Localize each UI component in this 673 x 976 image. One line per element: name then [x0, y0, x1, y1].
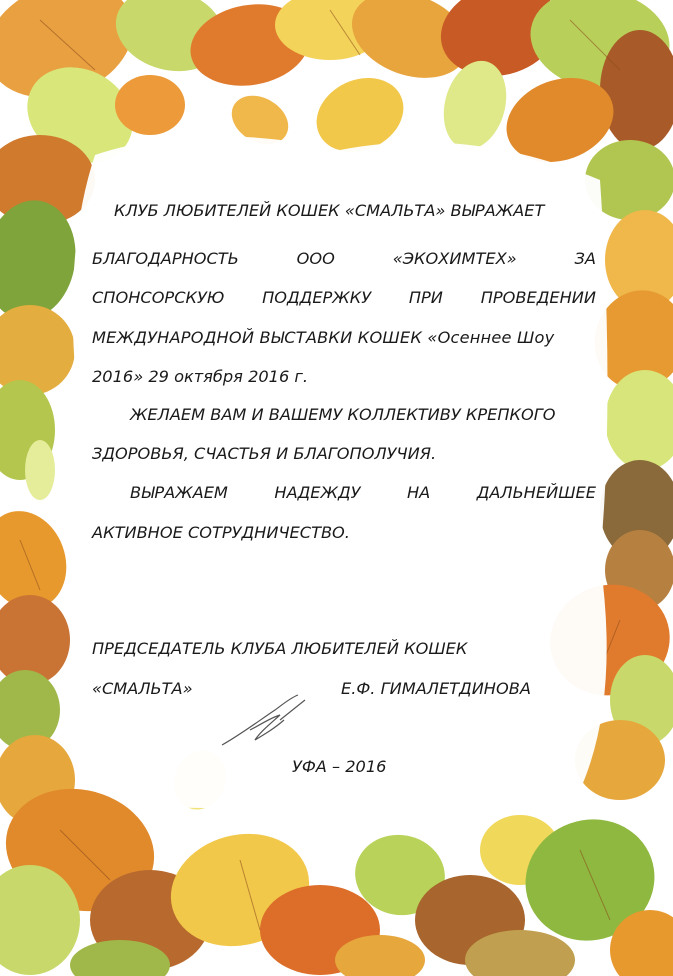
paragraph-2-line-2: ЗДОРОВЬЯ, СЧАСТЬЯ И БЛАГОПОЛУЧИЯ.: [92, 444, 437, 463]
paragraph-1-line-4: МЕЖДУНАРОДНОЙ ВЫСТАВКИ КОШЕК «Осеннее Шоу: [92, 328, 555, 347]
word: СПОНСОРСКУЮ: [92, 288, 225, 307]
paragraph-2-line-1: ЖЕЛАЕМ ВАМ И ВАШЕМУ КОЛЛЕКТИВУ КРЕПКОГО: [130, 405, 556, 424]
word: ЗА: [574, 249, 596, 268]
paragraph-1-line-1: КЛУБ ЛЮБИТЕЛЕЙ КОШЕК «СМАЛЬТА» ВЫРАЖАЕТ: [114, 201, 545, 220]
signatory-title: ПРЕДСЕДАТЕЛЬ КЛУБА ЛЮБИТЕЛЕЙ КОШЕК: [92, 639, 468, 658]
club-name: «СМАЛЬТА»: [92, 679, 193, 698]
word: БЛАГОДАРНОСТЬ: [92, 249, 239, 268]
word: ВЫРАЖАЕМ: [130, 483, 228, 502]
paragraph-1-line-5: 2016» 29 октября 2016 г.: [92, 367, 309, 386]
word: ПОДДЕРЖКУ: [262, 288, 372, 307]
paragraph-3-line-2: АКТИВНОЕ СОТРУДНИЧЕСТВО.: [92, 523, 350, 542]
paragraph-1-line-2: [92, 248, 596, 270]
place-date: УФА – 2016: [292, 757, 387, 776]
word: ПРИ: [408, 288, 443, 307]
word: НА: [406, 483, 431, 502]
word: НАДЕЖДУ: [274, 483, 361, 502]
word: ДАЛЬНЕЙШЕЕ: [476, 483, 596, 502]
word: ООО: [296, 249, 335, 268]
paragraph-3-line-1: [130, 482, 596, 504]
handwritten-signature-icon: [220, 690, 310, 750]
word: ПРОВЕДЕНИИ: [480, 288, 596, 307]
paragraph-1-line-3: [92, 287, 596, 309]
signer-name: Е.Ф. ГИМАЛЕТДИНОВА: [341, 679, 531, 698]
word: «ЭКОХИМТЕХ»: [392, 249, 517, 268]
